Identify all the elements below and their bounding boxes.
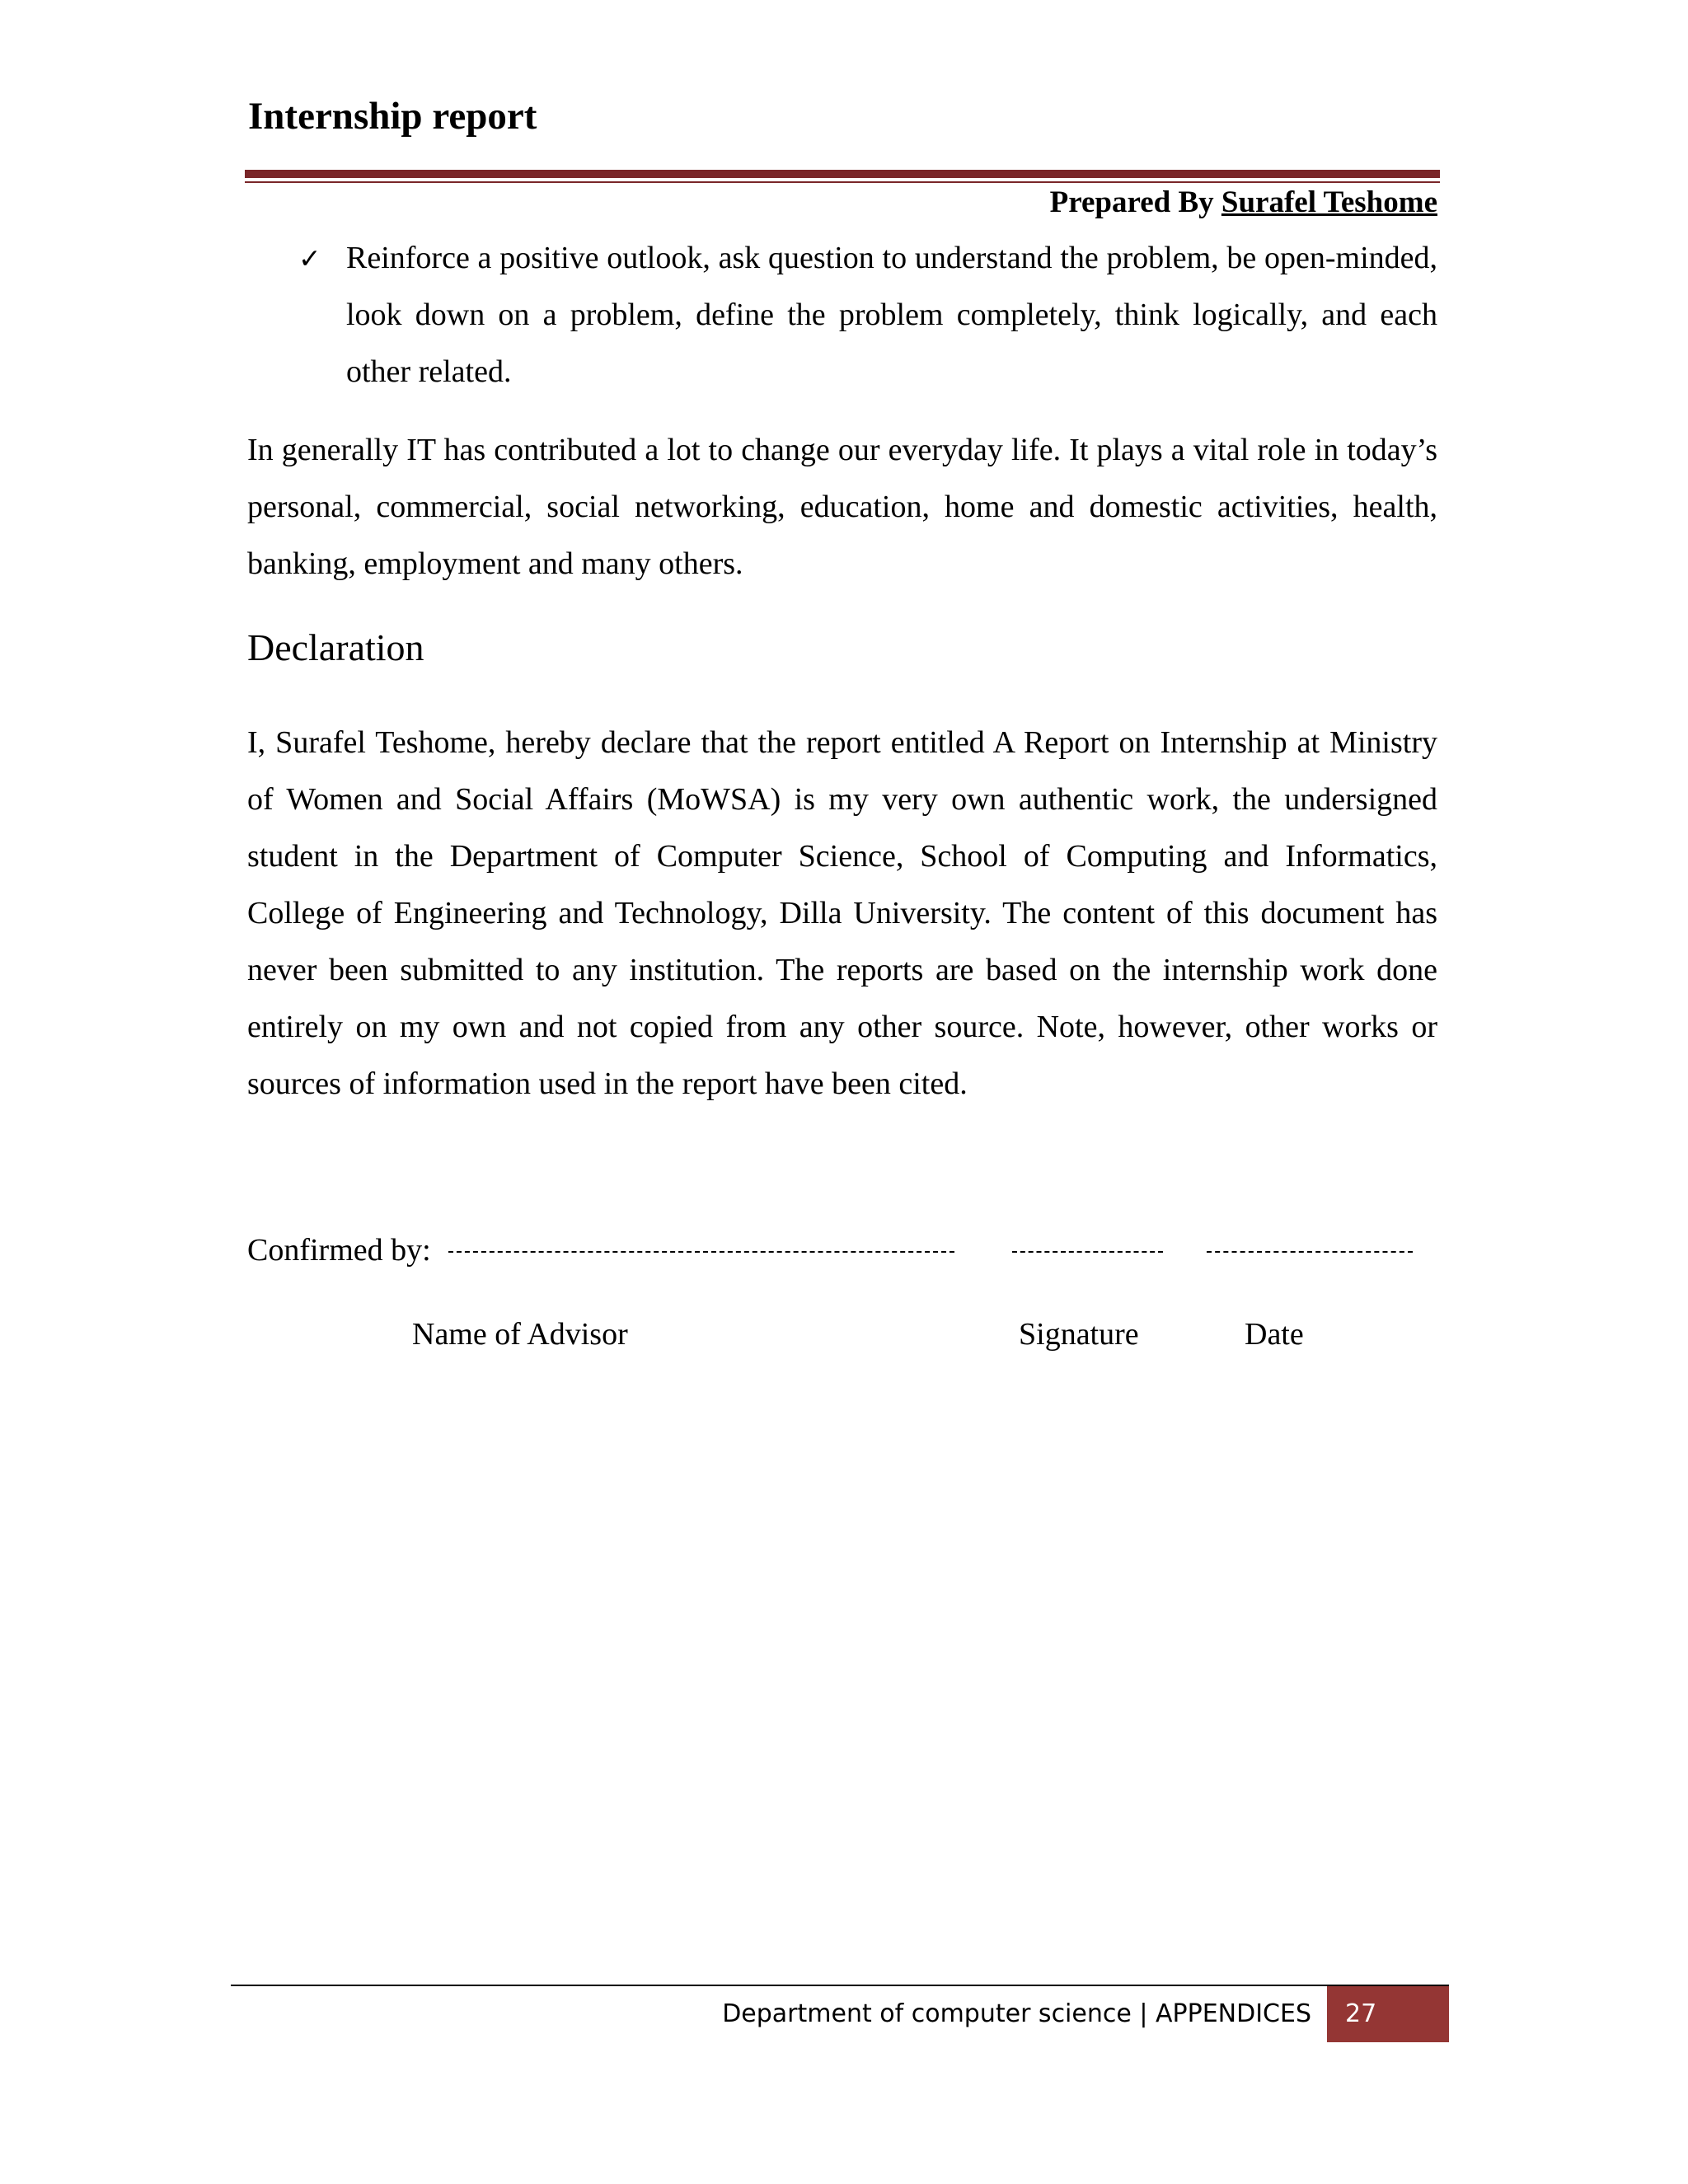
- signature-blank: [1012, 1230, 1163, 1253]
- footer-text: Department of computer science | APPENDICES: [722, 1999, 1311, 2028]
- confirmed-by-label: Confirmed by:: [247, 1233, 431, 1268]
- declaration-heading: Declaration: [247, 626, 424, 668]
- prepared-by-label: Prepared By: [1049, 185, 1214, 219]
- check-mark-icon: ✓: [298, 242, 321, 274]
- advisor-name-blank: [448, 1230, 954, 1253]
- declaration-paragraph: I, Surafel Teshome, hereby declare that the report entitled A Report on Internship at Ministry of Women and Social Affairs (MoWSA) is my very own authentic work, the undersigned student in the Department of Computer Science, School of Computing and Informatics, College of Engineering and Technology, Dilla University. The content of this document has never been submitted to any institution. The reports are based on the internship work done entirely on my own and not copied from any other source. Note, however, other works or sources of information used in the report have been cited.: [247, 725, 1437, 1101]
- header-rule-thick: [245, 170, 1440, 178]
- page-header-title: Internship report: [248, 95, 537, 138]
- bullet-text: Reinforce a positive outlook, ask question to understand the problem, be open-minded, look down on a problem, define the problem completely, think logically, and each other related.: [346, 241, 1437, 389]
- author-name: Surafel Teshome: [1221, 185, 1437, 219]
- date-blank: [1207, 1230, 1413, 1253]
- footer-rule: [231, 1985, 1449, 1986]
- bullet-item: [247, 230, 1437, 401]
- page-number-box: [1327, 1986, 1449, 2042]
- name-of-advisor-label: Name of Advisor: [412, 1317, 628, 1352]
- it-contribution-paragraph: In generally IT has contributed a lot to change our everyday life. It plays a vital role in today’s personal, commercial, social networking, education, home and domestic activities, health, banking, employment and many others.: [247, 433, 1437, 581]
- page-number: 27: [1345, 1999, 1377, 2028]
- date-label: Date: [1245, 1317, 1304, 1352]
- signature-label: Signature: [1019, 1317, 1139, 1352]
- prepared-by-line: [1050, 183, 1437, 223]
